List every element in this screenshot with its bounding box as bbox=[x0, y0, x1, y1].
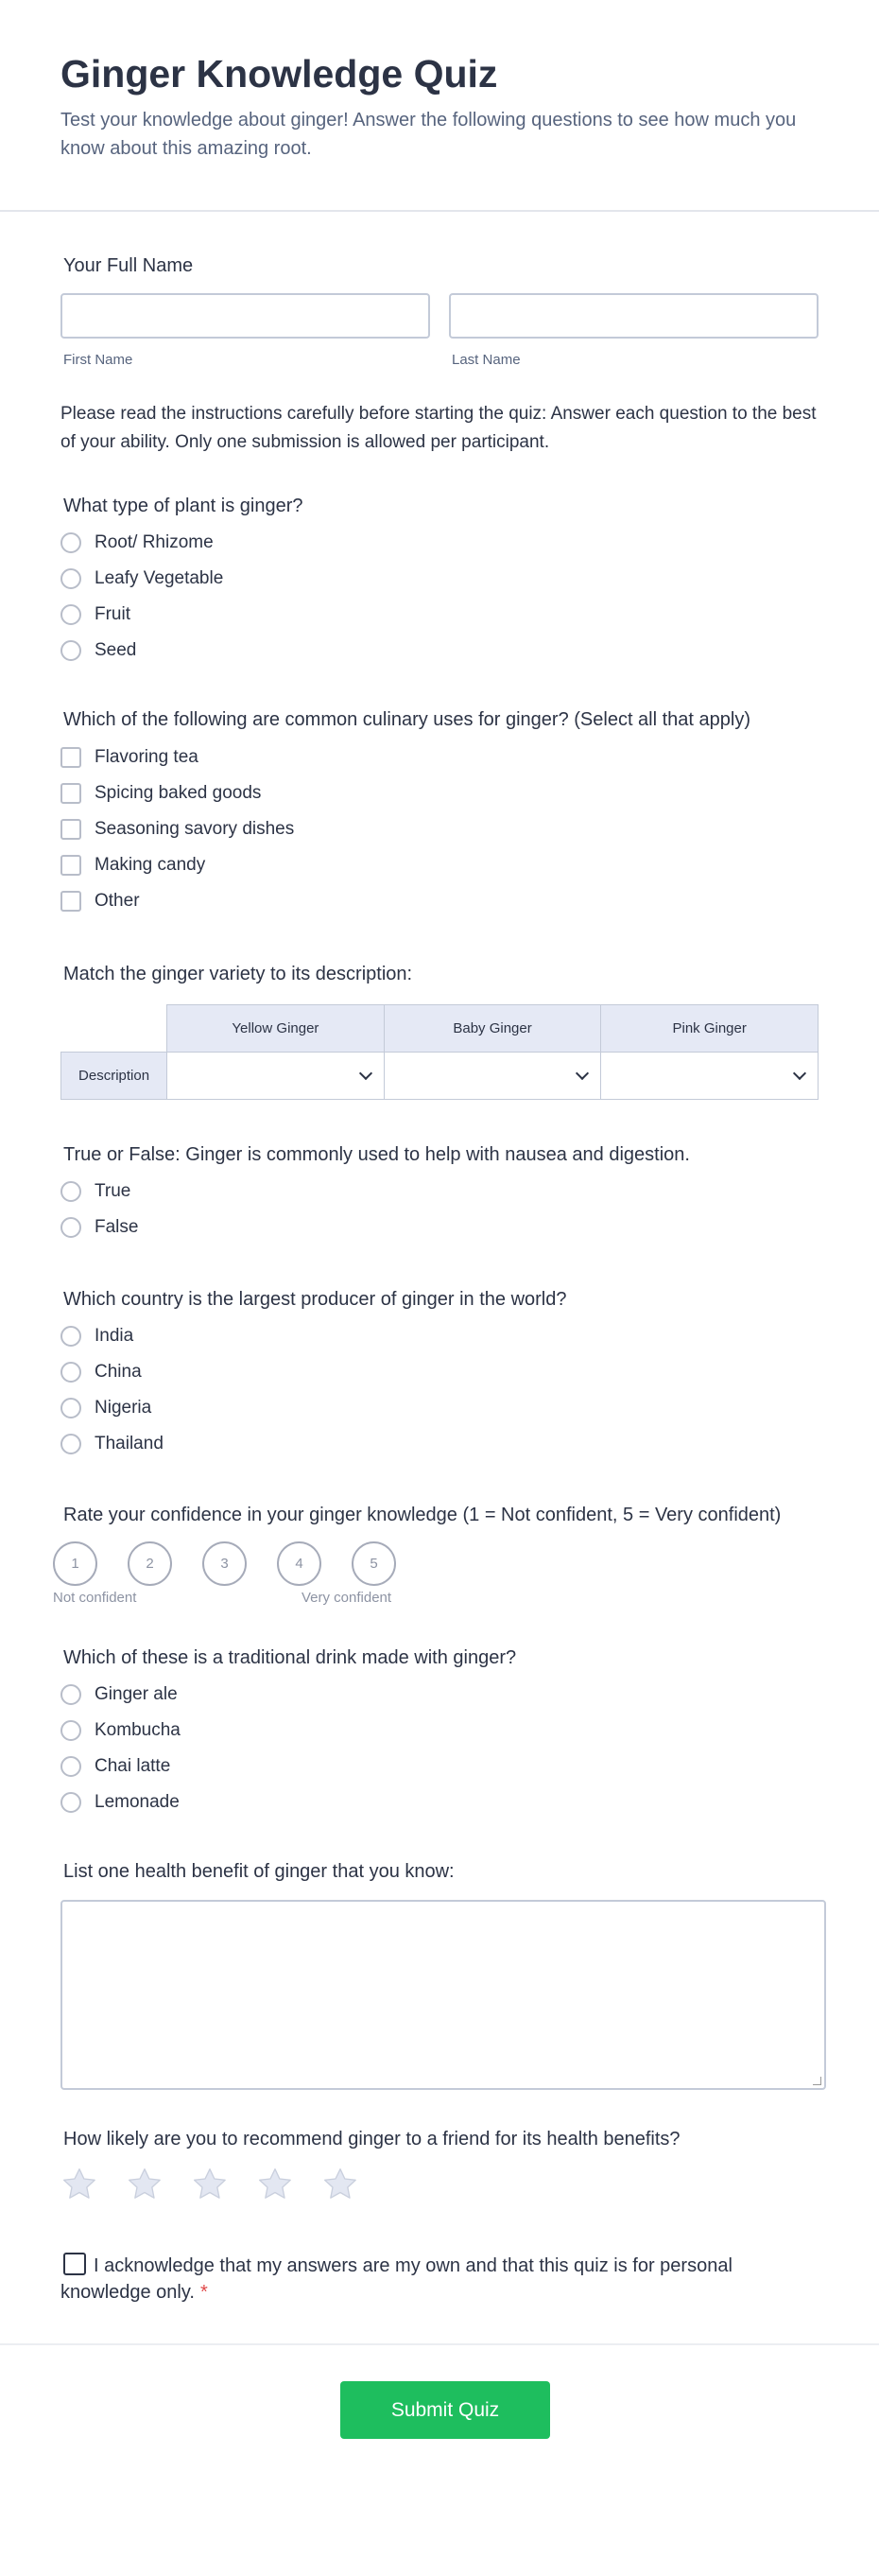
option-label: Lemonade bbox=[95, 1792, 180, 1812]
star-icon[interactable] bbox=[256, 2166, 294, 2203]
radio-button[interactable] bbox=[60, 1720, 81, 1741]
question-label: Which of these is a traditional drink made with ginger? bbox=[63, 1647, 517, 1668]
radio-group bbox=[60, 1174, 819, 1245]
star-icon[interactable] bbox=[191, 2166, 229, 2203]
acknowledgement bbox=[60, 2253, 798, 2306]
matrix-dropdown[interactable] bbox=[167, 1053, 385, 1100]
question-label: How likely are you to recommend ginger to a friend for its health benefits? bbox=[63, 2129, 681, 2150]
option-label: Spicing baked goods bbox=[95, 783, 262, 803]
option-label: Root/ Rhizome bbox=[95, 532, 214, 552]
radio-button[interactable] bbox=[60, 604, 81, 625]
scale-option-4[interactable]: 4 bbox=[277, 1541, 321, 1586]
radio-option[interactable] bbox=[60, 1174, 819, 1210]
scale-option-3[interactable]: 3 bbox=[202, 1541, 247, 1586]
chevron-down-icon bbox=[359, 1067, 372, 1080]
health-benefit-textarea[interactable] bbox=[60, 1900, 826, 2090]
radio-group bbox=[60, 1677, 819, 1820]
matrix-row-label: Description bbox=[61, 1053, 167, 1100]
radio-button[interactable] bbox=[60, 1756, 81, 1777]
question-traditional-drink bbox=[60, 1645, 819, 1820]
instructions-text: Please read the instructions carefully before starting the quiz: Answer each question to the best of your ability. Only one submission is allowed per participant. bbox=[60, 404, 817, 452]
option-label: False bbox=[95, 1217, 139, 1237]
matrix-column-header: Pink Ginger bbox=[601, 1005, 819, 1053]
option-label: Flavoring tea bbox=[95, 747, 198, 767]
scale-high-label: Very confident bbox=[302, 1590, 392, 1606]
option-label: Thailand bbox=[95, 1434, 164, 1453]
scale-option-5[interactable]: 5 bbox=[352, 1541, 396, 1586]
question-variety-match bbox=[60, 961, 819, 1100]
checkbox-option[interactable] bbox=[60, 811, 819, 847]
option-label: Ginger ale bbox=[95, 1684, 178, 1704]
full-name-label: Your Full Name bbox=[63, 255, 194, 276]
acknowledge-text: I acknowledge that my answers are my own and that this quiz is for personal knowledge only. bbox=[60, 2255, 732, 2303]
question-label: List one health benefit of ginger that you know: bbox=[63, 1861, 455, 1882]
checkbox-option[interactable] bbox=[60, 883, 819, 919]
radio-option[interactable] bbox=[60, 1318, 819, 1354]
option-label: Fruit bbox=[95, 604, 130, 624]
form-header bbox=[0, 0, 879, 212]
chevron-down-icon bbox=[793, 1067, 806, 1080]
matrix-corner bbox=[61, 1005, 167, 1053]
name-row bbox=[60, 293, 819, 368]
checkbox[interactable] bbox=[60, 819, 81, 840]
scale-labels bbox=[53, 1590, 819, 1612]
first-name-col bbox=[60, 293, 430, 368]
radio-option[interactable] bbox=[60, 561, 819, 597]
option-label: Other bbox=[95, 891, 140, 911]
radio-button[interactable] bbox=[60, 1362, 81, 1383]
radio-button[interactable] bbox=[60, 532, 81, 553]
option-label: Seasoning savory dishes bbox=[95, 819, 295, 839]
matrix-column-header: Yellow Ginger bbox=[167, 1005, 385, 1053]
radio-button[interactable] bbox=[60, 568, 81, 589]
checkbox-option[interactable] bbox=[60, 775, 819, 811]
radio-option[interactable] bbox=[60, 1677, 819, 1713]
star-icon[interactable] bbox=[126, 2166, 164, 2203]
radio-button[interactable] bbox=[60, 1398, 81, 1419]
radio-option[interactable] bbox=[60, 1354, 819, 1390]
question-label: Rate your confidence in your ginger knowledge (1 = Not confident, 5 = Very confident) bbox=[63, 1505, 782, 1525]
chevron-down-icon bbox=[576, 1067, 589, 1080]
option-label: Leafy Vegetable bbox=[95, 568, 224, 588]
first-name-sublabel: First Name bbox=[63, 352, 133, 368]
scale-option-1[interactable]: 1 bbox=[53, 1541, 97, 1586]
radio-button[interactable] bbox=[60, 1217, 81, 1238]
question-largest-producer bbox=[60, 1286, 819, 1462]
checkbox-option[interactable] bbox=[60, 847, 819, 883]
question-label: True or False: Ginger is commonly used to help with nausea and digestion. bbox=[63, 1144, 690, 1165]
required-mark: * bbox=[199, 2282, 208, 2303]
option-label: Seed bbox=[95, 640, 137, 660]
option-label: Chai latte bbox=[95, 1756, 171, 1776]
matrix-dropdown[interactable] bbox=[384, 1053, 601, 1100]
form-body bbox=[0, 252, 879, 2306]
radio-option[interactable] bbox=[60, 1713, 819, 1749]
star-icon[interactable] bbox=[321, 2166, 359, 2203]
star-rating bbox=[60, 2166, 819, 2203]
radio-option[interactable] bbox=[60, 1784, 819, 1820]
last-name-input[interactable] bbox=[449, 293, 819, 339]
radio-option[interactable] bbox=[60, 597, 819, 633]
radio-button[interactable] bbox=[60, 640, 81, 661]
radio-button[interactable] bbox=[60, 1684, 81, 1705]
radio-group bbox=[60, 1318, 819, 1462]
option-label: Making candy bbox=[95, 855, 206, 875]
radio-option[interactable] bbox=[60, 525, 819, 561]
radio-option[interactable] bbox=[60, 633, 819, 669]
question-recommend-rating bbox=[60, 2126, 819, 2203]
checkbox[interactable] bbox=[60, 855, 81, 876]
option-label: Nigeria bbox=[95, 1398, 152, 1418]
scale-options bbox=[53, 1541, 819, 1586]
question-label: Which of the following are common culinary uses for ginger? (Select all that apply) bbox=[63, 709, 751, 730]
resize-grip-icon[interactable] bbox=[813, 2077, 821, 2085]
matrix-table bbox=[60, 1004, 819, 1100]
option-label: True bbox=[95, 1181, 131, 1201]
scale-low-label: Not confident bbox=[53, 1590, 137, 1606]
option-label: China bbox=[95, 1362, 142, 1382]
question-true-false bbox=[60, 1141, 819, 1245]
question-plant-type bbox=[60, 493, 819, 669]
full-name-section bbox=[60, 252, 819, 368]
matrix-dropdown[interactable] bbox=[601, 1053, 819, 1100]
question-label: What type of plant is ginger? bbox=[63, 496, 303, 516]
radio-option[interactable] bbox=[60, 1390, 819, 1426]
radio-group bbox=[60, 525, 819, 669]
star-icon[interactable] bbox=[60, 2166, 98, 2203]
option-label: Kombucha bbox=[95, 1720, 181, 1740]
radio-option[interactable] bbox=[60, 1426, 819, 1462]
radio-button[interactable] bbox=[60, 1181, 81, 1202]
radio-option[interactable] bbox=[60, 1210, 819, 1245]
radio-button[interactable] bbox=[60, 1434, 81, 1454]
matrix-column-header: Baby Ginger bbox=[384, 1005, 601, 1053]
first-name-input[interactable] bbox=[60, 293, 430, 339]
question-confidence-scale bbox=[53, 1502, 819, 1612]
question-health-benefit bbox=[60, 1858, 819, 2090]
form-footer bbox=[0, 2343, 879, 2515]
checkbox-group bbox=[60, 740, 819, 919]
radio-option[interactable] bbox=[60, 1749, 819, 1784]
question-label: Match the ginger variety to its description: bbox=[63, 964, 413, 984]
question-label: Which country is the largest producer of ginger in the world? bbox=[63, 1289, 567, 1310]
radio-button[interactable] bbox=[60, 1792, 81, 1813]
checkbox[interactable] bbox=[60, 783, 81, 804]
radio-button[interactable] bbox=[60, 1326, 81, 1347]
checkbox-option[interactable] bbox=[60, 740, 819, 775]
scale-option-2[interactable]: 2 bbox=[128, 1541, 172, 1586]
checkbox[interactable] bbox=[60, 891, 81, 912]
last-name-col bbox=[449, 293, 819, 368]
acknowledge-checkbox[interactable] bbox=[63, 2253, 86, 2275]
last-name-sublabel: Last Name bbox=[452, 352, 521, 368]
form-subtitle: Test your knowledge about ginger! Answer the following questions to see how much you know about this amazing root. bbox=[60, 110, 797, 159]
form-title: Ginger Knowledge Quiz bbox=[60, 52, 498, 96]
submit-button[interactable]: Submit Quiz bbox=[340, 2381, 550, 2439]
question-culinary-uses bbox=[60, 706, 819, 919]
option-label: India bbox=[95, 1326, 134, 1346]
checkbox[interactable] bbox=[60, 747, 81, 768]
